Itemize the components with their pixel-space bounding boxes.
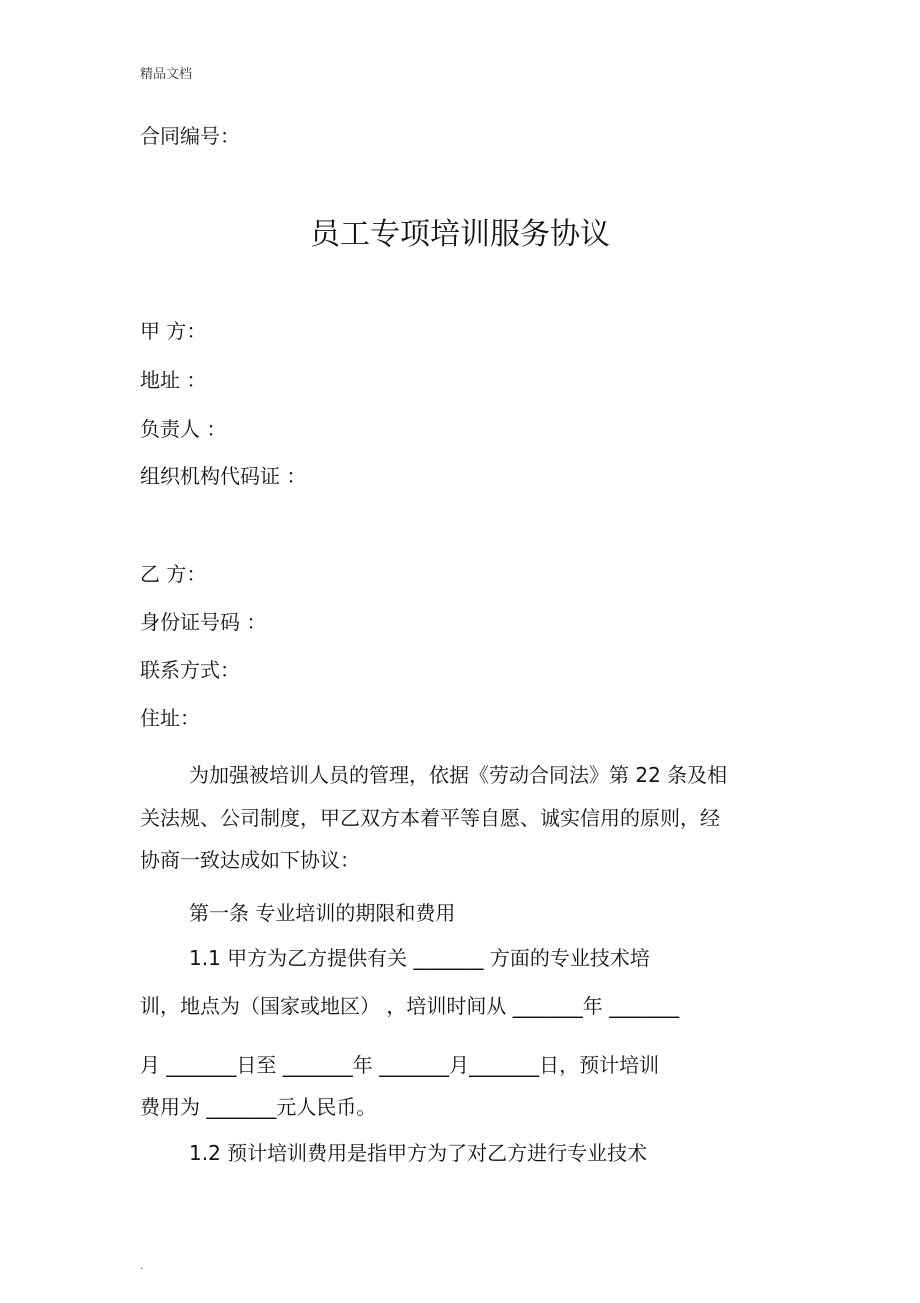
party-a-address-label: 地址 ： [140,368,207,392]
clause-1-1-line: 1.1 甲方为乙方提供有关 _______ 方面的专业技术培 [189,946,650,970]
preamble-line: 为加强被培训人员的管理，依据《劳动合同法》第 22 条及相 [189,763,728,787]
preamble-line: 协商一致达成如下协议： [140,848,360,872]
party-a-label: 甲 方： [140,319,207,343]
article-1-heading: 第一条 专业培训的期限和费用 [189,901,456,925]
clause-1-2-line: 1.2 预计培训费用是指甲方为了对乙方进行专业技术 [189,1141,648,1165]
party-b-id-label: 身份证号码 ： [140,610,267,634]
party-b-label: 乙 方： [140,562,207,586]
party-b-address-label: 住址： [140,706,200,730]
preamble-line: 关法规、公司制度，甲乙双方本着平等自愿、诚实信用的原则，经 [140,806,720,830]
footer-mark: . [140,1261,144,1272]
document-title: 员工专项培训服务协议 [310,217,610,252]
clause-1-1-line: 月 _______日至 _______年 _______月_______日，预计培训 [140,1053,660,1077]
party-b-contact-label: 联系方式： [140,658,240,682]
party-a-org-code-label: 组织机构代码证 ： [140,464,307,488]
party-a-responsible-label: 负责人 ： [140,417,227,441]
clause-1-1-line: 训，地点为（国家或地区） ，培训时间从 _______年 _______ [140,994,680,1018]
contract-number-label: 合同编号： [140,124,240,148]
clause-1-1-line: 费用为 _______元人民币。 [140,1095,377,1119]
document-header: 精品文档 [140,67,193,82]
